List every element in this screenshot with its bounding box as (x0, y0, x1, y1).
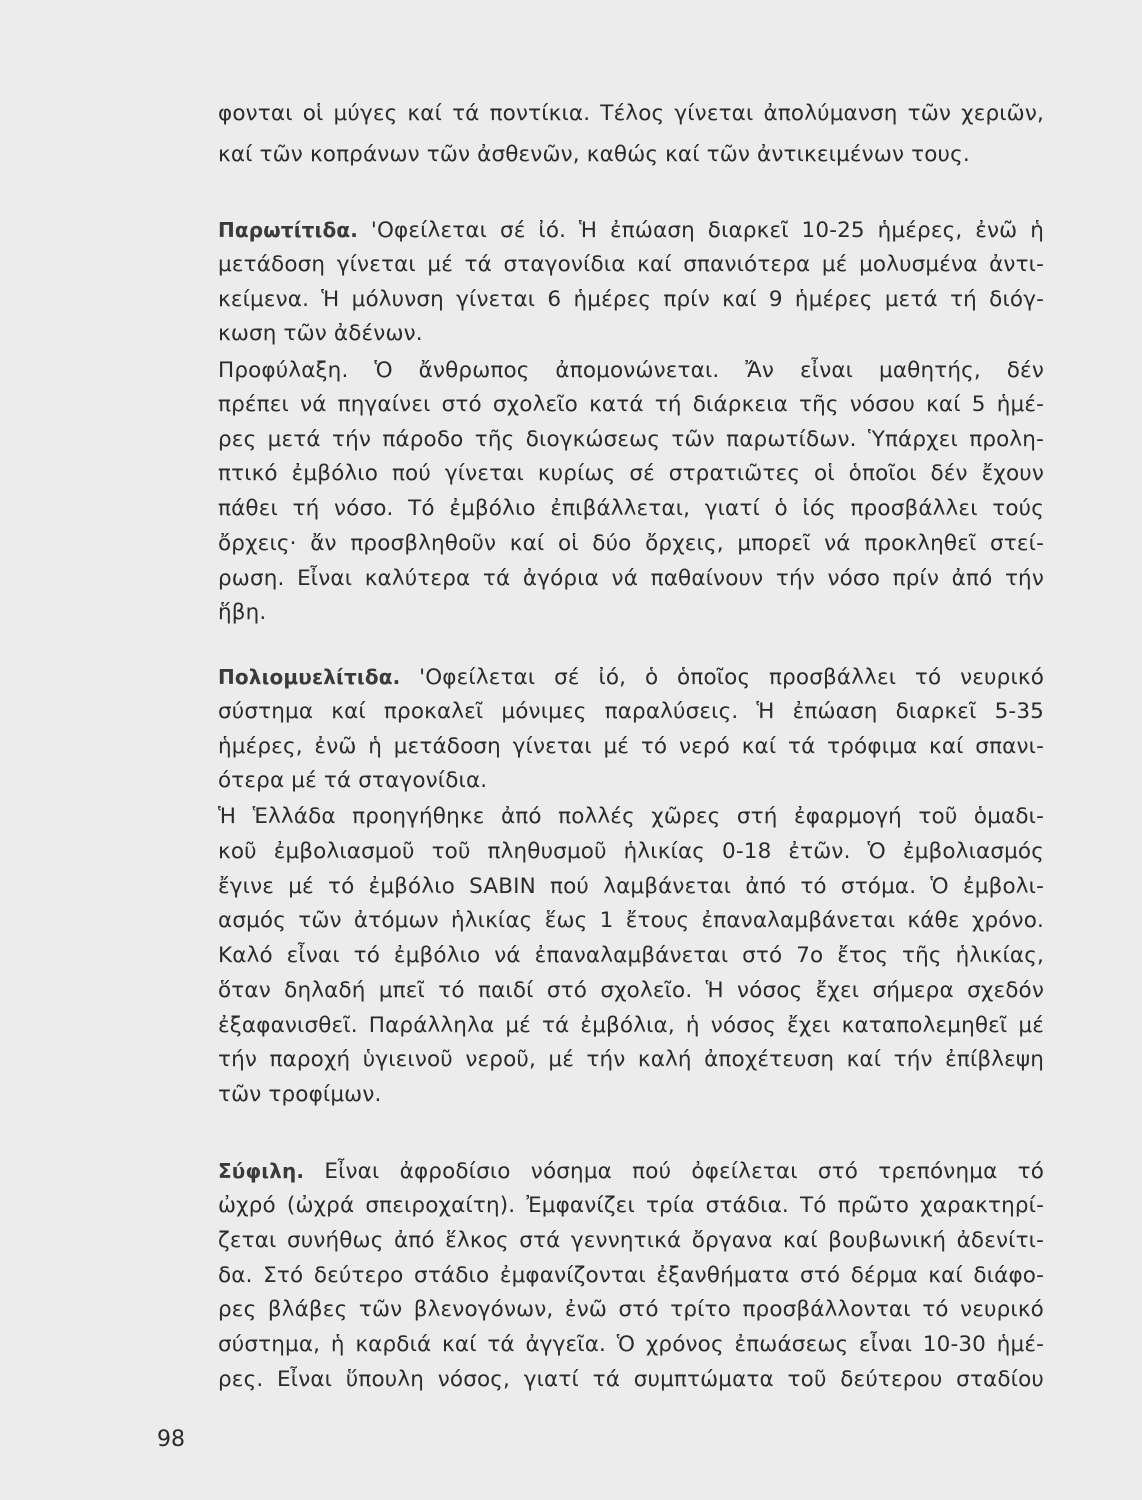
text-line: ρωση. Εἶναι καλύτερα τά ἀγόρια νά παθαίνουν τήν νόσο πρίν ἀπό τήν (218, 566, 1044, 591)
text-line: κωση τῶν ἀδένων. (218, 321, 423, 346)
text-line: ὠχρό (ὠχρά σπειροχαίτη). Ἐμφανίζει τρία στάδια. Τό πρῶτο χαρακτηρί- (218, 1193, 1044, 1218)
text-line: Ἡ Ἑλλάδα προηγήθηκε ἀπό πολλές χῶρες στή ἐφαρμογή τοῦ ὁμαδι- (218, 804, 1044, 829)
heading-polio: Πολιομυελίτιδα. (218, 665, 401, 689)
text-line: τήν παροχή ὑγιεινοῦ νεροῦ, μέ τήν καλή ἀποχέτευση καί τήν ἐπίβλεψη (218, 1047, 1044, 1072)
text-line: Εἶναι ἀφροδίσιο νόσημα πού ὀφείλεται στό τρεπόνημα τό (324, 1159, 1044, 1184)
paragraph-parotitis-first-line (218, 214, 1044, 247)
text-line: ὅταν δηλαδή μπεῖ τό παιδί στό σχολεῖο. Ἡ νόσος ἔχει σήμερα σχεδόν (218, 978, 1044, 1003)
heading-syphilis: Σύφιλη. (218, 1159, 305, 1183)
text-line: σύστημα καί προκαλεῖ μόνιμες παραλύσεις. Ἡ ἐπώαση διαρκεῖ 5-35 (218, 699, 1044, 724)
text-line: πάθει τή νόσο. Τό ἐμβόλιο ἐπιβάλλεται, γιατί ὁ ἰός προσβάλλει τούς (218, 496, 1044, 521)
text-line: δα. Στό δεύτερο στάδιο ἐμφανίζονται ἐξανθήματα στό δέρμα καί διάφο- (218, 1263, 1044, 1288)
text-line: ρες βλάβες τῶν βλενογόνων, ἐνῶ στό τρίτο προσβάλλονται τό νευρικό (218, 1297, 1044, 1322)
text-line: πρέπει νά πηγαίνει στό σχολεῖο κατά τή διάρκεια τῆς νόσου καί 5 ἡμέ- (218, 392, 1044, 417)
paragraph-polio-first-line (218, 661, 1044, 694)
text-line: σύστημα, ἡ καρδιά καί τά ἀγγεῖα. Ὁ χρόνος ἐπωάσεως εἶναι 10-30 ἡμέ- (218, 1332, 1044, 1357)
text-line: καί τῶν κοπράνων τῶν ἀσθενῶν, καθώς καί τῶν ἀντικειμένων τους. (218, 142, 970, 167)
text-line: τῶν τροφίμων. (218, 1082, 382, 1107)
text-line: ἐξαφανισθεῖ. Παράλληλα μέ τά ἐμβόλια, ἡ νόσος ἔχει καταπολεμηθεῖ μέ (218, 1013, 1044, 1038)
text-line: ἔγινε μέ τό ἐμβόλιο SABIN πού λαμβάνεται ἀπό τό στόμα. Ὁ ἐμβολι- (218, 874, 1044, 899)
text-line: ότερα μέ τά σταγονίδια. (218, 768, 488, 793)
text-line: ἡμέρες, ἐνῶ ἡ μετάδοση γίνεται μέ τό νερό καί τά τρόφιμα καί σπανι- (218, 734, 1044, 759)
text-line: κοῦ ἐμβολιασμοῦ τοῦ πληθυσμοῦ ἡλικίας 0-18 ἐτῶν. Ὁ ἐμβολιασμός (218, 839, 1044, 864)
paragraph-syphilis-first-line (218, 1155, 1044, 1188)
text-line: 'Οφείλεται σέ ἰό. Ἡ ἐπώαση διαρκεῖ 10-25 ἡμέρες, ἐνῶ ἡ (370, 218, 1044, 243)
text-line: ρες. Εἶναι ὕπουλη νόσος, γιατί τά συμπτώματα τοῦ δεύτερου σταδίου (218, 1367, 1044, 1392)
text-line: μετάδοση γίνεται μέ τά σταγονίδια καί σπανιότερα μέ μολυσμένα ἀντι- (218, 252, 1044, 277)
text-line: Καλό εἶναι τό ἐμβόλιο νά ἐπαναλαμβάνεται στό 7ο ἔτος τῆς ἡλικίας, (218, 943, 1044, 968)
text-line: ὄρχεις· ἄν προσβληθοῦν καί οἱ δύο ὄρχεις, μπορεῖ νά προκληθεῖ στεί- (218, 531, 1044, 556)
text-line: 'Οφείλεται σέ ἰό, ὁ ὁποῖος προσβάλλει τό νευρικό (419, 665, 1044, 690)
page-number: 98 (157, 1427, 185, 1452)
text-line: κείμενα. Ἡ μόλυνση γίνεται 6 ἡμέρες πρίν καί 9 ἡμέρες μετά τή διόγ- (218, 287, 1044, 312)
text-line: ρες μετά τήν πάροδο τῆς διογκώσεως τῶν παρωτίδων. Ὑπάρχει προλη- (218, 427, 1044, 452)
text-line: φονται οἱ μύγες καί τά ποντίκια. Τέλος γίνεται ἀπολύμανση τῶν χεριῶν, (218, 101, 1044, 126)
heading-parotitis: Παρωτίτιδα. (218, 218, 359, 242)
text-line: ζεται συνήθως ἀπό ἕλκος στά γεννητικά ὄργανα καί βουβωνική ἀδενίτι- (218, 1228, 1044, 1253)
text-line: ἥβη. (218, 600, 267, 625)
text-line: Προφύλαξη. Ὁ ἄνθρωπος ἀπομονώνεται. Ἄν εἶναι μαθητής, δέν (218, 358, 1044, 383)
text-line: πτικό ἐμβόλιο πού γίνεται κυρίως σέ στρατιῶτες οἱ ὁποῖοι δέν ἔχουν (218, 461, 1044, 486)
text-line: ασμός τῶν ἀτόμων ἡλικίας ἕως 1 ἔτους ἐπαναλαμβάνεται κάθε χρόνο. (218, 908, 1044, 933)
